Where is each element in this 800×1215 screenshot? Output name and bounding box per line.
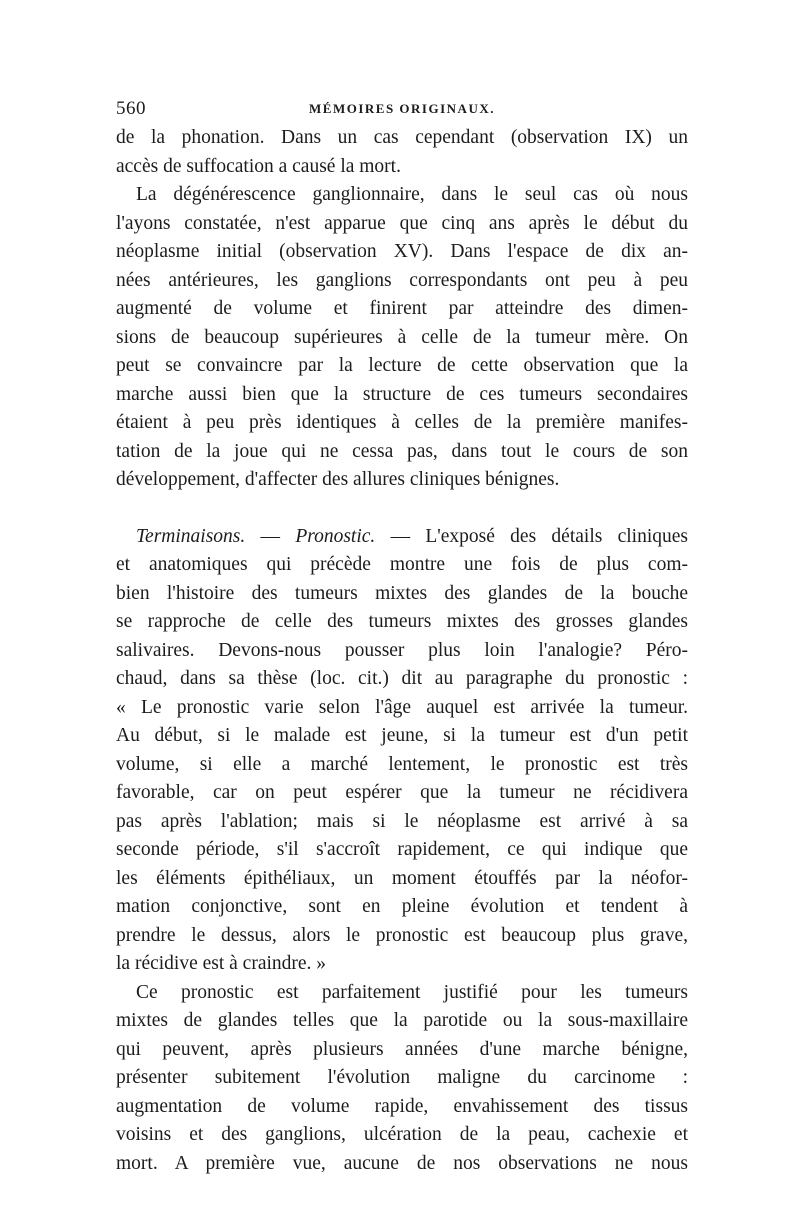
text-line: se rapproche de celle des tumeurs mixtes des grosses glandes <box>116 611 688 632</box>
text-line: étaient à peu près identiques à celles de la première manifes- <box>116 412 688 433</box>
text-line: qui peuvent, après plusieurs années d'une marche bénigne, <box>116 1038 688 1060</box>
running-title: MÉMOIRES ORIGINAUX. <box>309 101 495 116</box>
text-line: « Le pronostic varie selon l'âge auquel est arrivée la tumeur. <box>116 696 688 718</box>
text-line: — L'exposé des détails cliniques <box>375 525 688 547</box>
section-heading-line <box>116 523 688 552</box>
text-line: La dégénérescence ganglionnaire, dans le seul cas où nous <box>136 184 688 205</box>
paragraph-ganglionnaire <box>116 181 688 495</box>
text-line: marche aussi bien que la structure de ces tumeurs secondaires <box>116 383 688 405</box>
section-spacer <box>116 495 688 523</box>
paragraph-ce-pronostic <box>116 979 688 1179</box>
heading-separator: — <box>245 525 296 547</box>
text-line: et anatomiques qui précède montre une fois de plus com- <box>116 554 688 575</box>
paragraph-phonation <box>116 124 688 181</box>
page-header <box>116 98 688 124</box>
text-line: favorable, car on peut espérer que la tumeur ne récidivera <box>116 782 688 803</box>
text-line: présenter subitement l'évolution maligne du carcinome : <box>116 1067 688 1088</box>
text-line: les éléments épithéliaux, un moment étouffés par la néofor- <box>116 867 688 889</box>
text-line: pas après l'ablation; mais si le néoplasme est arrivé à sa <box>116 810 688 832</box>
text-line: l'ayons constatée, n'est apparue que cinq ans après le début du <box>116 212 688 234</box>
text-line: bien l'histoire des tumeurs mixtes des glandes de la bouche <box>116 582 688 604</box>
text-line: de la phonation. Dans un cas cependant (observation IX) un <box>116 127 688 148</box>
text-line: nées antérieures, les ganglions correspondants ont peu à peu <box>116 269 688 291</box>
text-line: sions de beaucoup supérieures à celle de la tumeur mère. On <box>116 326 688 348</box>
text-line: augmenté de volume et finirent par atteindre des dimen- <box>116 298 688 319</box>
section-terminaisons <box>116 523 688 979</box>
text-line: peut se convaincre par la lecture de cette observation que la <box>116 355 688 376</box>
text-line: Au début, si le malade est jeune, si la tumeur est d'un petit <box>116 725 688 746</box>
text-line: accès de suffocation a causé la mort. <box>116 155 401 177</box>
text-line: mation conjonctive, sont en pleine évolution et tendent à <box>116 896 688 917</box>
text-line: Ce pronostic est parfaitement justifié pour les tumeurs <box>136 981 688 1003</box>
section-heading: Terminaisons. <box>136 525 246 547</box>
text-line: tation de la joue qui ne cessa pas, dans tout le cours de son <box>116 440 688 462</box>
text-line: chaud, dans sa thèse (loc. cit.) dit au paragraphe du pronostic : <box>116 668 688 689</box>
text-line: seconde période, s'il s'accroît rapidement, ce qui indique que <box>116 839 688 860</box>
text-line: néoplasme initial (observation XV). Dans l'espace de dix an- <box>116 241 688 262</box>
text-line: mort. A première vue, aucune de nos observations ne nous <box>116 1152 688 1174</box>
text-line: développement, d'affecter des allures cliniques bénignes. <box>116 469 560 490</box>
text-line: salivaires. Devons-nous pousser plus loin l'analogie? Péro- <box>116 639 688 661</box>
text-line: volume, si elle a marché lentement, le pronostic est très <box>116 753 688 775</box>
text-line: voisins et des ganglions, ulcération de la peau, cachexie et <box>116 1124 688 1145</box>
book-page <box>116 98 688 1178</box>
text-line: la récidive est à craindre. » <box>116 953 327 974</box>
text-line: prendre le dessus, alors le pronostic est beaucoup plus grave, <box>116 924 688 946</box>
section-subheading: Pronostic. <box>295 525 376 547</box>
text-line: mixtes de glandes telles que la parotide ou la sous-maxillaire <box>116 1010 688 1031</box>
page-number: 560 <box>116 98 146 119</box>
text-line: augmentation de volume rapide, envahissement des tissus <box>116 1095 688 1117</box>
